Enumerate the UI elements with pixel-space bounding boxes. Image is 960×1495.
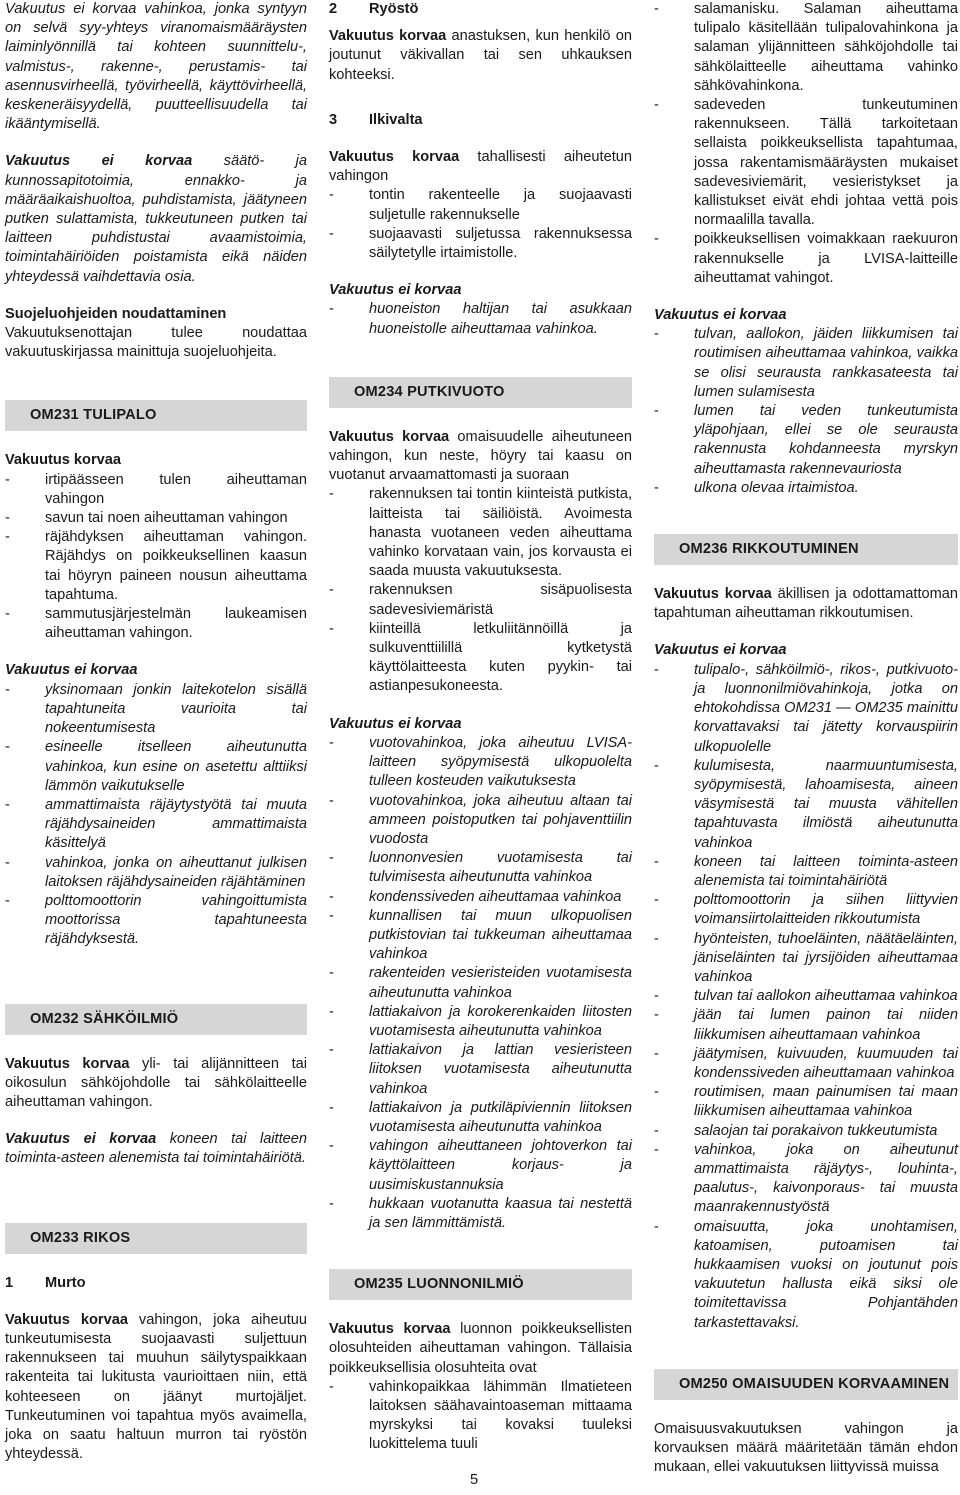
covers-label: Vakuutus korvaa <box>5 452 121 469</box>
list-item: - vahingon aiheuttaneen johtoverkon tai käyttölaitteen korjaus- ja uusimiskustannuksia <box>329 1137 632 1195</box>
ilkivalta-excluded-list <box>329 300 632 338</box>
list-item: - ammattimaista räjäytystyötä tai muuta räjähdysaineiden ammattimaista käsittelyä <box>5 796 307 854</box>
column-left <box>5 0 307 1482</box>
subsection-ryosto: 2 Ryöstö <box>329 1 419 17</box>
list-item: - salaojan tai porakaivon tukkeutumista <box>654 1122 958 1141</box>
list-item: - esineelle itselleen aiheutunutta vahinkoa, kun esine on asetettu alttiiksi lämmön vaikutukselle <box>5 738 307 796</box>
list-item: - kondenssiveden aiheuttamaa vahinkoa <box>329 888 632 907</box>
list-item: - rakenteiden vesieristeiden vuotamisesta aiheutunutta vahinkoa <box>329 964 632 1002</box>
list-item: - vuotovahinkoa, joka aiheutuu altaan tai ammeen poistoputken tai pohjaventtiilin vuodosta <box>329 792 632 850</box>
maintenance-exclusion-paragraph: Vakuutus ei korvaa säätö- ja kunnossapitotoimia, ennakko- ja määräaikaishuoltoa, puhdistamista, jäätyneen putken sulattamista, tukkeutuneen putken tai laitteen puhdistustai avaamistoimia, toimintahäiriöiden poistamista eikä näiden yhteydessä vaihdettavia osia. <box>5 153 308 285</box>
list-item: - jäätymisen, kuivuuden, kuumuuden tai kondenssiveden aiheuttamaan vahinkoa <box>654 1045 958 1083</box>
list-item: - kulumisesta, naarmuuntumisesta, syöpymisestä, lahoamisesta, aineen väsymisestä tai muusta vähitellen tapahtuvasta ilmiöstä aiheutunutta vahinkoa <box>654 757 958 853</box>
list-item: - lattiakaivon ja korokerenkaiden liitosten vuotamisesta aiheutunutta vahinkoa <box>329 1003 632 1041</box>
list-item: - polttomoottorin vahingoittumista moottorissa tapahtuneesta räjähdyksestä. <box>5 892 307 950</box>
ryosto-paragraph: Vakuutus korvaa anastuksen, kun henkilö on joutunut väkivallan tai sen uhkauksen kohteeksi. <box>329 28 632 83</box>
list-item: - vuotovahinkoa, joka aiheutuu LVISA-laitteen syöpymisestä ulkopuolelta tulleen kosteuden vaikutuksesta <box>329 734 632 792</box>
column-right <box>654 0 958 1495</box>
not-covered-label: Vakuutus ei korvaa <box>329 715 462 732</box>
om235-covered-list <box>329 1378 632 1455</box>
list-item: - hukkaan vuotanutta kaasua tai nestettä ja sen lämmittämistä. <box>329 1195 632 1233</box>
list-item: - kiinteillä letkuliitännöillä ja sulkuventtiilillä kytketystä käyttölaitteesta kuten pyykin- tai astianpesukoneesta. <box>329 620 632 697</box>
list-item: - vahinkoa, joka on aiheutunut ammattimaista räjäytys-, louhinta-, paalutus-, kaivonporaus- tai muusta maanrakennustyöstä <box>654 1141 958 1218</box>
om236-excluded-list <box>654 661 958 1333</box>
om231-excluded-list <box>5 681 307 950</box>
list-item: - salamanisku. Salaman aiheuttama tulipalo käsitellään tulipalovahinkona ja salaman ylijännitteen sähköjohdolle tai sähkölaitteelle aiheuttama vahinko sähkövahinkona. <box>654 0 958 96</box>
not-covered-label: Vakuutus ei korvaa <box>654 307 787 324</box>
not-covered-label: Vakuutus ei korvaa <box>5 662 138 679</box>
subsection-ilkivalta: 3 Ilkivalta <box>329 111 423 128</box>
list-item: - routimisen, maan painumisen tai maan liikkumisen aiheuttamaa vahinkoa <box>654 1083 958 1121</box>
om234-excluded-list <box>329 734 632 1233</box>
list-item: - tulvan, aallokon, jäiden liikkumisen tai routimisen aiheuttamaa vahinkoa, vaikka se olisi seurausta rankkasateesta tai lumen sulamisesta <box>654 325 958 402</box>
list-item: - rakennuksen sisäpuolisesta sadevesiviemäristä <box>329 581 632 619</box>
murto-paragraph: Vakuutus korvaa vahingon, joka aiheutuu tunkeutumisesta suojaavasti suljettuun rakennukseen tai muuhun säilytyspaikkaan rakenteita tai lukitusta vaurioittaen niin, että kohteeseen on jäänyt murtojäljet. Tunkeutuminen voi tapahtua myös avaimella, joka on saatu haltuun murron tai ryöstön yhteydessä. <box>5 1311 307 1463</box>
om234-covered-list <box>329 485 632 696</box>
section-heading-om235: OM235 LUONNONILMIÖ <box>329 1269 632 1300</box>
not-covered-label: Vakuutus ei korvaa <box>329 282 462 299</box>
om235-paragraph: Vakuutus korvaa luonnon poikkeuksellisten olosuhteiden aiheuttaman vahingon. Tällaisia poikkeuksellisia olosuhteita ovat <box>329 1321 633 1376</box>
ilkivalta-paragraph: Vakuutus korvaa tahallisesti aiheutetun vahingon <box>329 149 632 185</box>
list-item: - irtipäässeen tulen aiheuttaman vahingon <box>5 471 307 509</box>
list-item: - polttomoottorin ja siihen liittyvien voimansiirtolaitteiden rikkoutumista <box>654 891 958 929</box>
section-heading-om236: OM236 RIKKOUTUMINEN <box>654 534 958 565</box>
list-item: - suojaavasti suljetussa rakennuksessa säilytetylle irtaimistolle. <box>329 225 632 263</box>
exclusion-lead: Vakuutus ei korvaa <box>5 153 193 170</box>
list-item: - luonnonvesien vuotamisesta tai tulvimisesta aiheutunutta vahinkoa <box>329 849 632 887</box>
list-item: - hyönteisten, tuhoeläinten, näätäeläinten, jäniseläinten tai jyrsijöiden aiheuttamaa vahinkoa <box>654 930 958 988</box>
list-item: - vahinkoa, jonka on aiheuttanut julkisen laitoksen räjähdysaineiden räjähtäminen <box>5 854 307 892</box>
list-item: - ulkona olevaa irtaimistoa. <box>654 479 958 498</box>
column-middle <box>329 0 632 1473</box>
om235-excluded-list <box>654 325 958 498</box>
om231-covered-list <box>5 471 307 644</box>
list-item: - tulvan tai aallokon aiheuttamaa vahinkoa <box>654 987 958 1006</box>
list-item: - lattiakaivon ja lattian vesieristeen liitoksen vuotamisesta aiheutunutta vahinkoa <box>329 1041 632 1099</box>
om236-paragraph: Vakuutus korvaa äkillisen ja odottamattoman tapahtuman aiheuttaman rikkoutumisen. <box>654 586 958 622</box>
list-item: - sadeveden tunkeutuminen rakennukseen. Tällä tarkoitetaan sellaista poikkeuksellista tapahtumaa, jossa rakentamismääräysten mukaiset sadevesiviemärit, vesieristykset ja kallistukset eivät ehdi johtaa vettä pois normaalilla tavalla. <box>654 96 958 230</box>
section-heading-om233: OM233 RIKOS <box>5 1223 307 1254</box>
section-heading-om231: OM231 TULIPALO <box>5 400 307 431</box>
list-item: - lattiakaivon ja putkiläpiviennin liitoksen vuotamisesta aiheutunutta vahinkoa <box>329 1099 632 1137</box>
list-item: - poikkeuksellisen voimakkaan raekuuron rakennukselle ja LVISA-laitteille aiheuttamat vahingot. <box>654 230 958 288</box>
ilkivalta-covered-list <box>329 186 632 263</box>
om250-paragraph: Omaisuusvakuutuksen vahingon ja korvauksen määrä määritetään tämän ehdon mukaan, ellei vakuutuksen liittyvissä muissa <box>654 1420 958 1476</box>
exclusion-paragraph: Vakuutus ei korvaa vahinkoa, jonka syntyyn on selvä syy-yhteys viranomaismääräysten laiminlyönnillä tai kohteen suunnittelu-, valmistus-, rakenne-, perustamis- tai asennusvirheellä, työvirheellä, käyttövirheellä, keskeneräisyydellä, puutteellisuudella tai ikääntymisellä. <box>5 1 307 133</box>
list-item: - kunnallisen tai muun ulkopuolisen putkistovian tai tukkeuman aiheuttamaa vahinkoa <box>329 907 632 965</box>
not-covered-label: Vakuutus ei korvaa <box>654 642 787 659</box>
list-item: - tontin rakenteelle ja suojaavasti suljetulle rakennukselle <box>329 186 632 224</box>
list-item: - vahinkopaikkaa lähimmän Ilmatieteen laitoksen säähavaintoaseman mittaama myrskyksi tai kovaksi tuuleksi luokittelema tuuli <box>329 1378 632 1455</box>
protection-text: Vakuutuksenottajan tulee noudattaa vakuutuskirjassa mainittuja suojeluohjeita. <box>5 325 307 361</box>
om232-covered-paragraph: Vakuutus korvaa yli- tai alijännitteen tai oikosulun sähköjohdolle tai sähkölaitteelle aiheuttaman vahingon. <box>5 1055 307 1110</box>
list-item: - koneen tai laitteen toiminta-asteen alenemista tai toimintahäiriötä <box>654 853 958 891</box>
om235-covered-list-continued <box>654 0 958 288</box>
list-item: - yksinomaan jonkin laitekotelon sisällä tapahtuneita vaurioita tai nokeentumisesta <box>5 681 307 739</box>
subsection-murto: 1 Murto <box>5 1274 86 1291</box>
protection-section <box>5 305 307 363</box>
list-item: - räjähdyksen aiheuttaman vahingon. Räjähdys on poikkeuksellinen kaasun tai höyryn paineen nousun aiheuttama tapahtuma. <box>5 528 307 605</box>
om234-paragraph: Vakuutus korvaa omaisuudelle aiheutuneen vahingon, kun neste, höyry tai kaasu on vuotanut arvaamattomasti ja suoraan <box>329 428 633 484</box>
section-heading-om250: OM250 OMAISUUDEN KORVAAMINEN <box>654 1369 958 1400</box>
page-number: 5 <box>470 1472 479 1488</box>
list-item: - sammutusjärjestelmän laukeamisen aiheuttaman vahingon. <box>5 605 307 643</box>
section-heading-om232: OM232 SÄHKÖILMIÖ <box>5 1004 307 1035</box>
protection-heading: Suojeluohjeiden noudattaminen <box>5 305 227 322</box>
list-item: - jään tai lumen painon tai niiden liikkumisen aiheuttamaan vahinkoa <box>654 1006 958 1044</box>
list-item: - tulipalo-, sähköilmiö-, rikos-, putkivuoto- ja luonnonilmiövahinkoja, jotka on ehtokohdissa OM231 — OM235 mainittu korvattavaksi tai jätetty korvauspiirin ulkopuolelle <box>654 661 958 757</box>
section-heading-om234: OM234 PUTKIVUOTO <box>329 377 632 408</box>
list-item: - huoneiston haltijan tai asukkaan huoneistolle aiheuttamaa vahinkoa. <box>329 300 632 338</box>
list-item: - savun tai noen aiheuttaman vahingon <box>5 509 307 528</box>
list-item: - rakennuksen tai tontin kiinteistä putkista, laitteista tai säiliöistä. Avoimesta hanasta vuotaneen veden aiheuttama vahinko korvataan vain, jos korvausta ei saada muusta vakuutuksesta. <box>329 485 632 581</box>
list-item: - omaisuutta, joka unohtamisen, katoamisen, putoamisen tai hukkaamisen vuoksi on joutunut pois vakuutetun hallusta eikä siksi ole toimitettavissa Pohjantähden tarkastettavaksi. <box>654 1218 958 1333</box>
om232-excluded-paragraph: Vakuutus ei korvaa koneen tai laitteen toiminta-asteen alenemista tai toimintahäiriötä. <box>5 1131 308 1167</box>
list-item: - lumen tai veden tunkeutumista yläpohjaan, ellei se ole seurausta rakennusta kohdanneesta myrskyn aiheuttamasta rakennevauriosta <box>654 402 958 479</box>
